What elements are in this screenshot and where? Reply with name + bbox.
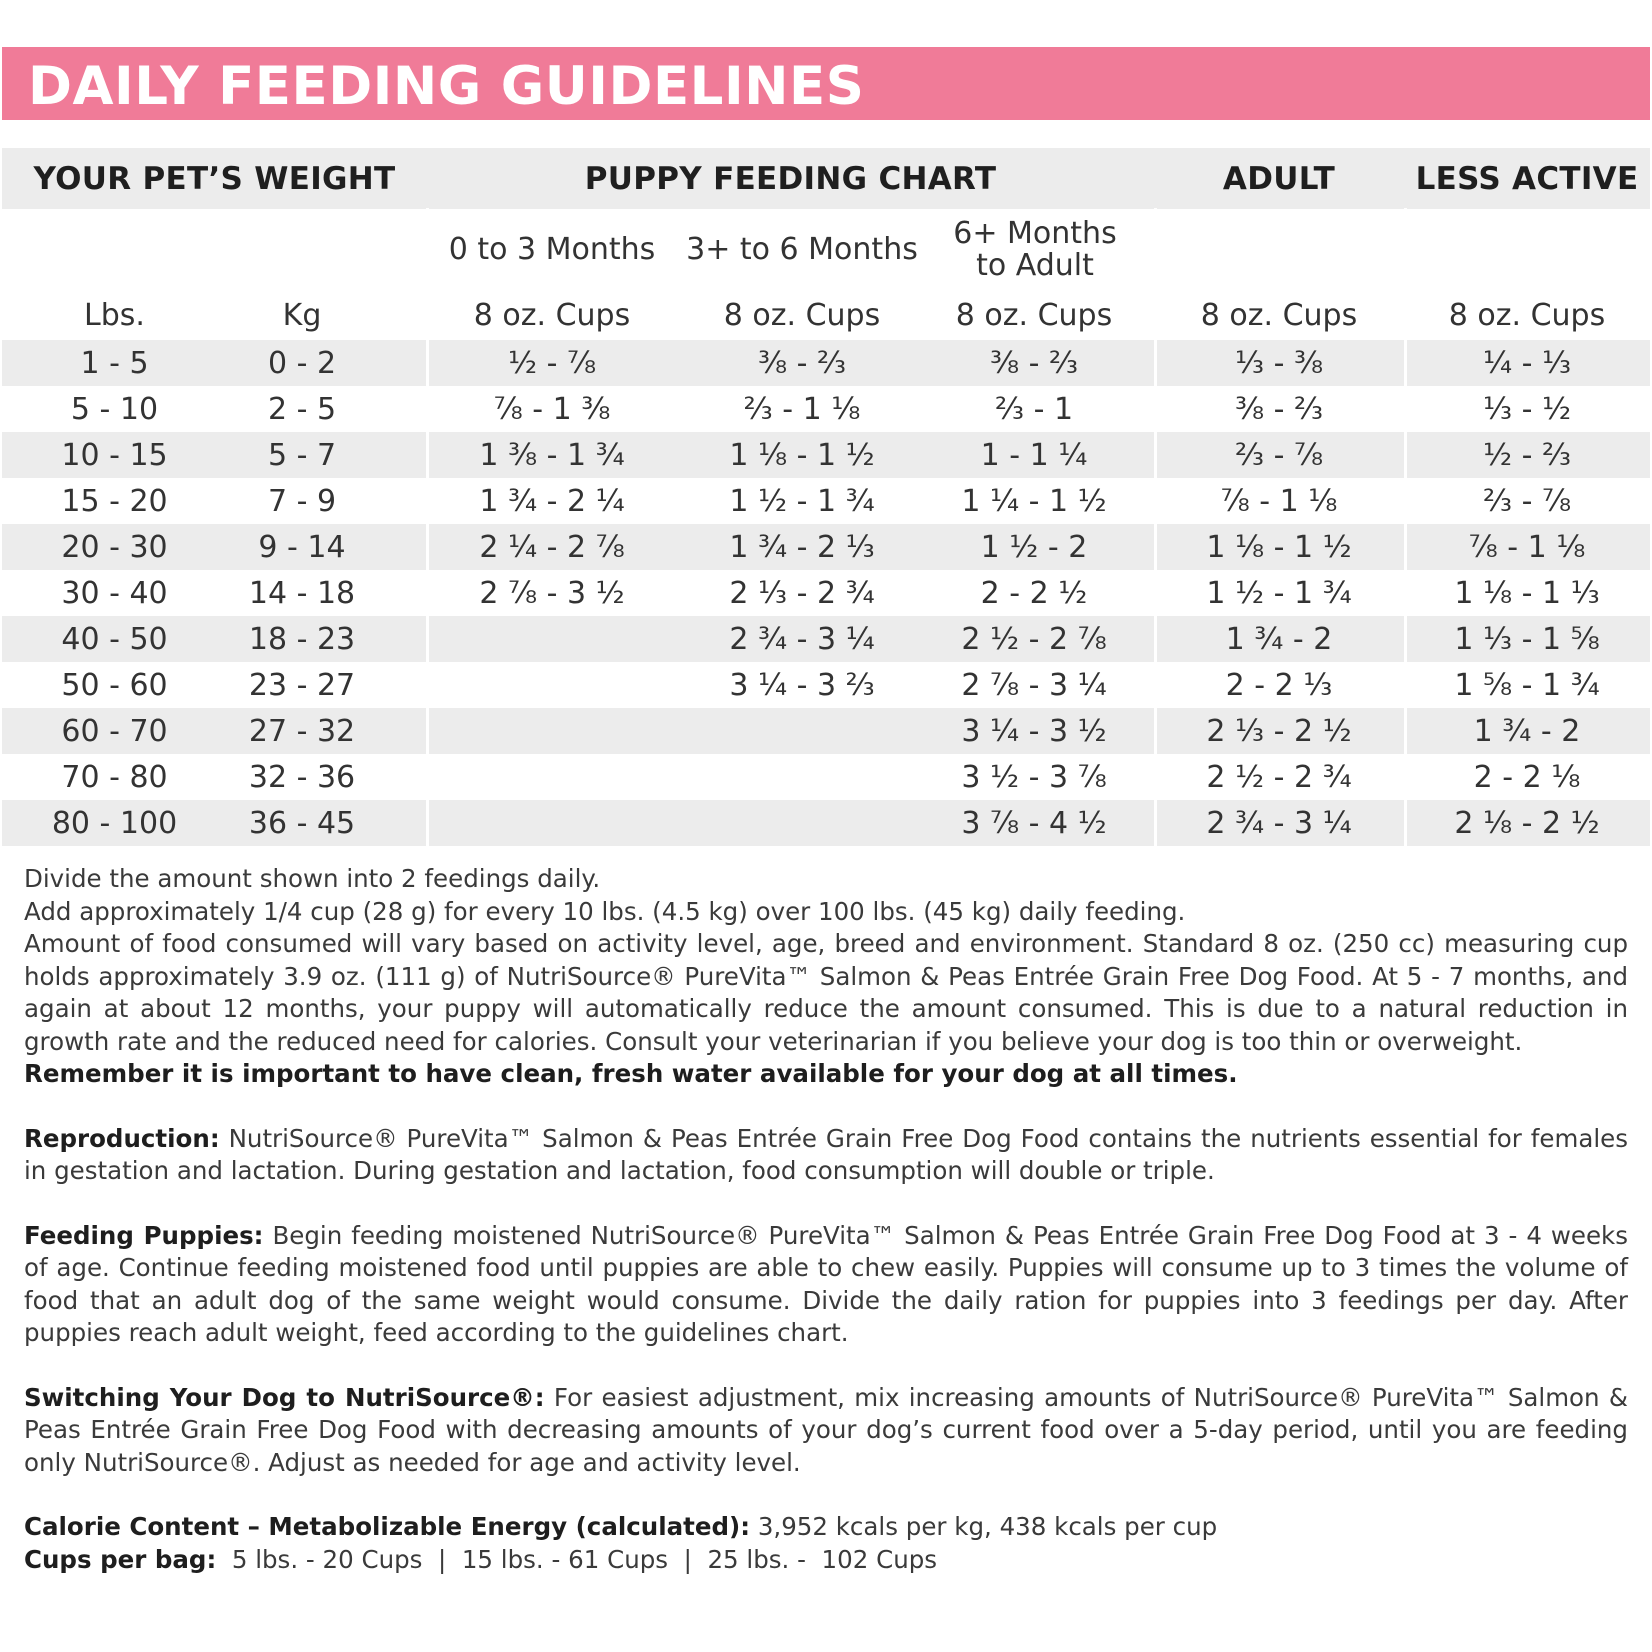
cell-less-active: 2 - 2 ⅛ <box>1473 759 1581 795</box>
table-row <box>2 432 1650 478</box>
divider <box>2 291 1650 294</box>
cell-less-active: 1 ¾ - 2 <box>1473 713 1581 749</box>
cell-puppy-3-6: 1 ¾ - 2 ⅓ <box>729 529 875 565</box>
unit-less-active: 8 oz. Cups <box>1448 298 1606 333</box>
cell-adult: 2 ¾ - 3 ¼ <box>1206 805 1352 841</box>
cell-kg: 7 - 9 <box>267 483 337 519</box>
cell-puppy-0-3: 2 ¼ - 2 ⅞ <box>479 529 625 565</box>
cell-kg: 32 - 36 <box>248 759 356 795</box>
cell-less-active: ½ - ⅔ <box>1482 437 1572 473</box>
cell-less-active: 1 ⅛ - 1 ⅓ <box>1454 575 1600 611</box>
feeding-puppies-label: Feeding Puppies: <box>24 1220 264 1250</box>
feeding-puppies-paragraph <box>24 1220 1628 1350</box>
cell-puppy-6-adult: 3 ½ - 3 ⅞ <box>961 759 1107 795</box>
table-row <box>2 478 1650 524</box>
cell-puppy-0-3: 1 ⅜ - 1 ¾ <box>479 437 625 473</box>
cell-kg: 0 - 2 <box>267 345 337 381</box>
cell-adult: ⅜ - ⅔ <box>1234 391 1324 427</box>
cell-adult: ⅓ - ⅜ <box>1234 345 1324 381</box>
cell-less-active: ⅔ - ⅞ <box>1482 483 1572 519</box>
calorie-label: Calorie Content – Metabolizable Energy (calculated): <box>24 1512 751 1541</box>
calorie-text: 3,952 kcals per kg, 438 kcals per cup <box>750 1512 1218 1541</box>
cell-puppy-6-adult: 1 ¼ - 1 ½ <box>961 483 1107 519</box>
table-row <box>2 340 1650 386</box>
cell-kg: 9 - 14 <box>258 529 346 565</box>
cell-puppy-3-6 <box>677 754 927 800</box>
feeding-puppies-text: Begin feeding moistened NutriSource® PureVita™ Salmon & Peas Entrée Grain Free Dog Food at 3 - 4 weeks of age. Continue feeding moistened food until puppies are able to chew easily. Puppies will consume up to 3 times the volume of food that an adult dog of the same weight would consume. Divide the daily ration for puppies into 3 feedings per day. After puppies reach adult weight, feed according to the guidelines chart. <box>24 1220 1629 1347</box>
cell-puppy-6-adult: ⅜ - ⅔ <box>989 345 1079 381</box>
unit-lbs: Lbs. <box>84 298 145 333</box>
switching-label: Switching Your Dog to NutriSource®: <box>24 1382 545 1412</box>
age-group-6-adult: 6+ Months to Adult <box>953 216 1117 283</box>
cell-puppy-0-3 <box>427 662 677 708</box>
cell-puppy-0-3: ½ - ⅞ <box>507 345 597 381</box>
calorie-line <box>24 1511 1628 1544</box>
cell-kg: 18 - 23 <box>248 621 356 657</box>
unit-puppy-6-adult: 8 oz. Cups <box>955 298 1113 333</box>
cell-kg: 2 - 5 <box>267 391 337 427</box>
cell-lbs: 50 - 60 <box>61 667 168 703</box>
cell-adult: 1 ½ - 1 ¾ <box>1206 575 1352 611</box>
page-title: DAILY FEEDING GUIDELINES <box>28 56 865 117</box>
title-banner <box>2 47 1650 120</box>
feeding-notes <box>24 863 1628 1576</box>
unit-puppy-3-6: 8 oz. Cups <box>723 298 881 333</box>
age-group-0-3: 0 to 3 Months <box>448 232 656 267</box>
cell-adult: 1 ⅛ - 1 ½ <box>1206 529 1352 565</box>
table-row <box>2 662 1650 708</box>
table-row <box>2 386 1650 432</box>
cell-puppy-3-6: ⅔ - 1 ⅛ <box>743 391 861 427</box>
reproduction-text: NutriSource® PureVita™ Salmon & Peas Entrée Grain Free Dog Food contains the nutrients essential for females in gestation and lactation. During gestation and lactation, food consumption will double or triple. <box>24 1123 1628 1185</box>
cell-puppy-0-3: ⅞ - 1 ⅜ <box>493 391 611 427</box>
cell-lbs: 40 - 50 <box>61 621 168 657</box>
cell-adult: 2 ⅓ - 2 ½ <box>1206 713 1352 749</box>
cell-puppy-0-3: 2 ⅞ - 3 ½ <box>479 575 625 611</box>
cell-lbs: 60 - 70 <box>61 713 168 749</box>
note-water: Remember it is important to have clean, fresh water available for your dog at all times. <box>24 1059 1238 1088</box>
cell-puppy-6-adult: 3 ⅞ - 4 ½ <box>961 805 1107 841</box>
header-weight: YOUR PET’S WEIGHT <box>33 160 396 197</box>
cell-less-active: 2 ⅛ - 2 ½ <box>1454 805 1600 841</box>
cell-puppy-0-3 <box>427 708 677 754</box>
reproduction-label: Reproduction: <box>24 1123 220 1153</box>
cell-less-active: ⅓ - ½ <box>1482 391 1572 427</box>
cell-puppy-3-6: 1 ⅛ - 1 ½ <box>729 437 875 473</box>
cell-lbs: 5 - 10 <box>70 391 159 427</box>
cell-puppy-3-6 <box>677 708 927 754</box>
feeding-table <box>2 148 1650 846</box>
cell-lbs: 80 - 100 <box>51 805 178 841</box>
switching-text: For easiest adjustment, mix increasing amounts of NutriSource® PureVita™ Salmon & Peas Entrée Grain Free Dog Food with decreasing amounts of your dog’s current food over a 5-day period, until you are feeding only NutriSource®. Adjust as needed for age and activity level. <box>24 1382 1628 1477</box>
cell-puppy-0-3 <box>427 800 677 846</box>
cell-puppy-6-adult: 2 - 2 ½ <box>980 575 1088 611</box>
table-row <box>2 708 1650 754</box>
note-amount: Amount of food consumed will vary based on activity level, age, breed and environment. Standard 8 oz. (250 cc) measuring cup holds approximately 3.9 oz. (111 g) of NutriSource® PureVita™ Salmon & Peas Entrée Grain Free Dog Food. At 5 - 7 months, and again at about 12 months, your puppy will automatically reduce the amount consumed. This is due to a natural reduction in growth rate and the reduced need for calories. Consult your veterinarian if you believe your dog is too thin or overweight. <box>24 929 1628 1056</box>
unit-kg: Kg <box>282 298 322 333</box>
cell-puppy-6-adult: 1 ½ - 2 <box>980 529 1088 565</box>
table-row <box>2 524 1650 570</box>
age-group-row <box>2 209 1650 291</box>
cell-puppy-3-6: 1 ½ - 1 ¾ <box>729 483 875 519</box>
cell-kg: 36 - 45 <box>248 805 356 841</box>
cell-puppy-0-3 <box>427 616 677 662</box>
reproduction-paragraph <box>24 1123 1628 1188</box>
cell-puppy-6-adult: 1 - 1 ¼ <box>980 437 1088 473</box>
cell-puppy-6-adult: 2 ½ - 2 ⅞ <box>961 621 1107 657</box>
data-rows <box>2 340 1650 846</box>
cell-adult: ⅔ - ⅞ <box>1234 437 1324 473</box>
cell-less-active: 1 ⅓ - 1 ⅝ <box>1454 621 1600 657</box>
cell-lbs: 20 - 30 <box>61 529 168 565</box>
cell-kg: 5 - 7 <box>267 437 337 473</box>
cell-lbs: 70 - 80 <box>61 759 168 795</box>
note-divide: Divide the amount shown into 2 feedings daily. <box>24 864 601 893</box>
cell-puppy-0-3: 1 ¾ - 2 ¼ <box>479 483 625 519</box>
cell-kg: 23 - 27 <box>248 667 356 703</box>
cell-adult: ⅞ - 1 ⅛ <box>1220 483 1338 519</box>
cell-adult: 2 ½ - 2 ¾ <box>1206 759 1352 795</box>
cell-lbs: 15 - 20 <box>61 483 168 519</box>
units-row <box>2 291 1650 340</box>
header-adult: ADULT <box>1222 160 1336 197</box>
cell-kg: 27 - 32 <box>248 713 356 749</box>
cell-puppy-6-adult: 2 ⅞ - 3 ¼ <box>961 667 1107 703</box>
cups-per-bag-label: Cups per bag: <box>24 1544 217 1574</box>
unit-puppy-0-3: 8 oz. Cups <box>473 298 631 333</box>
cell-lbs: 1 - 5 <box>80 345 149 381</box>
cell-puppy-3-6: ⅜ - ⅔ <box>757 345 847 381</box>
cell-lbs: 10 - 15 <box>61 437 168 473</box>
table-row <box>2 754 1650 800</box>
table-row <box>2 570 1650 616</box>
cell-puppy-3-6: 2 ⅓ - 2 ¾ <box>729 575 875 611</box>
cell-less-active: ¼ - ⅓ <box>1482 345 1572 381</box>
table-row <box>2 616 1650 662</box>
cell-puppy-6-adult: ⅔ - 1 <box>994 391 1074 427</box>
switching-paragraph <box>24 1382 1628 1480</box>
table-header-row <box>2 148 1650 209</box>
cups-per-bag-text: 5 lbs. - 20 Cups | 15 lbs. - 61 Cups | 25 lbs. - 102 Cups <box>216 1544 938 1574</box>
unit-adult: 8 oz. Cups <box>1200 298 1358 333</box>
table-row <box>2 800 1650 846</box>
cell-puppy-6-adult: 3 ¼ - 3 ½ <box>961 713 1107 749</box>
cell-puppy-3-6: 3 ¼ - 3 ⅔ <box>729 667 875 703</box>
cell-kg: 14 - 18 <box>248 575 356 611</box>
cups-per-bag-line <box>24 1544 1628 1577</box>
cell-less-active: 1 ⅝ - 1 ¾ <box>1454 667 1600 703</box>
header-less-active: LESS ACTIVE <box>1415 160 1639 197</box>
cell-adult: 1 ¾ - 2 <box>1225 621 1333 657</box>
header-puppy: PUPPY FEEDING CHART <box>584 160 997 197</box>
cell-puppy-0-3 <box>427 754 677 800</box>
age-group-3-6: 3+ to 6 Months <box>686 232 918 267</box>
note-add: Add approximately 1/4 cup (28 g) for every 10 lbs. (4.5 kg) over 100 lbs. (45 kg) daily feeding. <box>24 896 1186 926</box>
cell-puppy-3-6: 2 ¾ - 3 ¼ <box>729 621 875 657</box>
cell-lbs: 30 - 40 <box>61 575 168 611</box>
cell-less-active: ⅞ - 1 ⅛ <box>1468 529 1586 565</box>
cell-puppy-3-6 <box>677 800 927 846</box>
cell-adult: 2 - 2 ⅓ <box>1225 667 1333 703</box>
